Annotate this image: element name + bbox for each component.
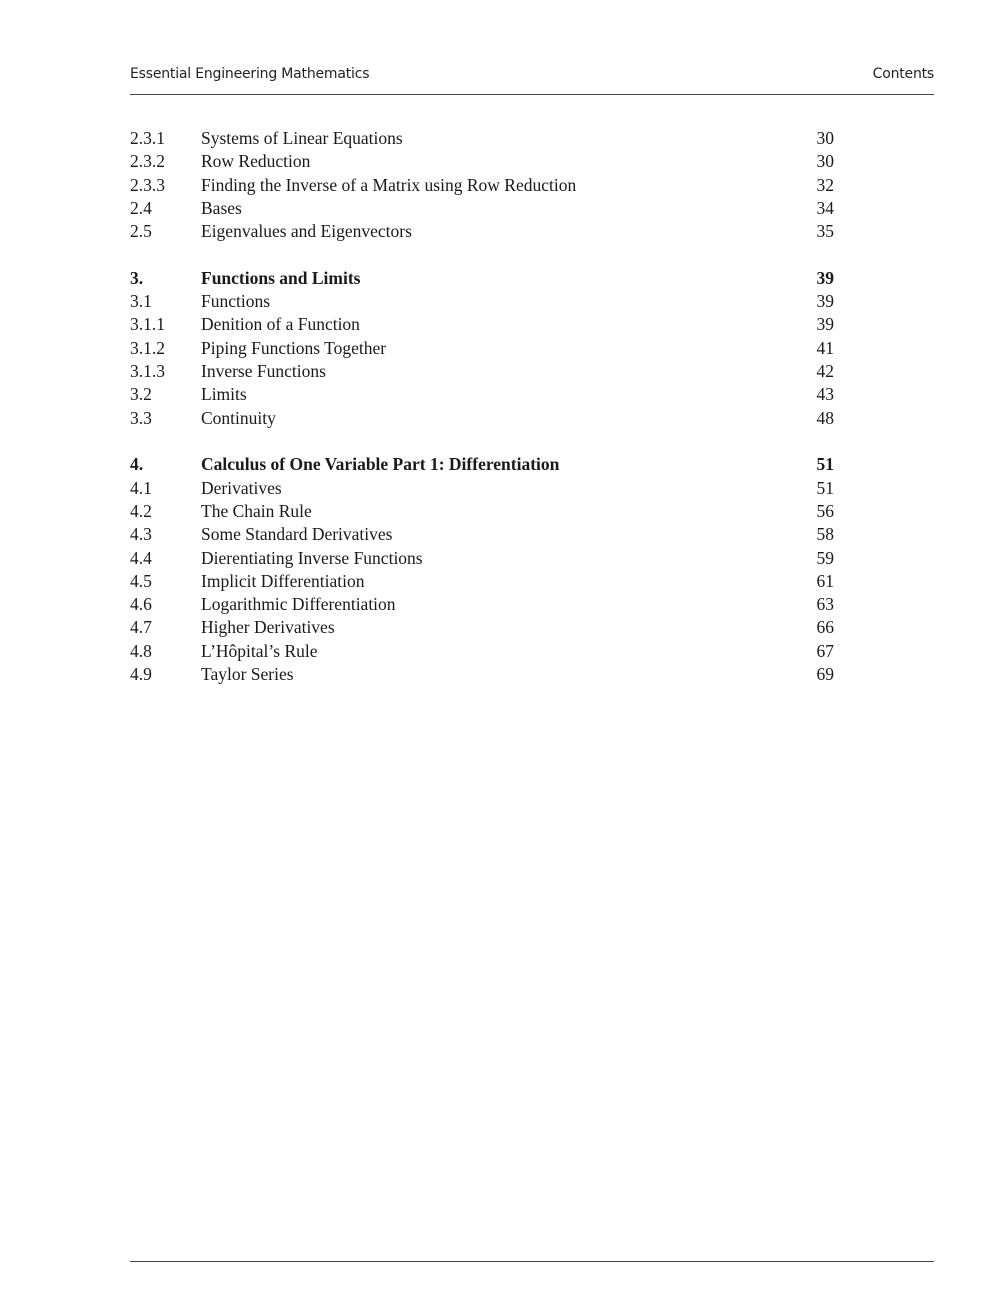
toc-entry[interactable] [130, 640, 834, 663]
toc-group-spacer [130, 243, 834, 266]
toc-entry-title: Taylor Series [201, 664, 294, 685]
toc-entry[interactable] [130, 174, 834, 197]
toc-entry-number: 4.5 [130, 570, 152, 591]
toc-entry-number: 2.3.2 [130, 151, 165, 172]
toc-entry-page: 41 [816, 337, 834, 358]
toc-entry-number: 3.3 [130, 407, 152, 428]
toc-entry-title: Calculus of One Variable Part 1: Differentiation [201, 454, 560, 475]
toc-entry[interactable] [130, 477, 834, 500]
toc-entry-page: 61 [816, 570, 834, 591]
toc-entry[interactable] [130, 360, 834, 383]
toc-entry-page: 58 [816, 524, 834, 545]
toc-entry-number: 3. [130, 267, 144, 288]
toc-entry[interactable] [130, 127, 834, 150]
toc-entry-number: 4.3 [130, 524, 152, 545]
toc-entry-title: The Chain Rule [201, 500, 312, 521]
toc-entry-number: 4.6 [130, 594, 152, 615]
toc-entry[interactable] [130, 313, 834, 336]
toc-entry-page: 66 [816, 617, 834, 638]
toc-entry-title: Some Standard Derivatives [201, 524, 393, 545]
toc-entry-page: 51 [816, 477, 834, 498]
toc-entry[interactable] [130, 547, 834, 570]
toc-entry-number: 4.4 [130, 547, 152, 568]
header-rule [130, 94, 934, 95]
toc-entry-page: 34 [816, 197, 834, 218]
page-header [130, 66, 934, 88]
toc-entry-page: 69 [816, 664, 834, 685]
toc-entry-number: 3.1 [130, 291, 152, 312]
toc-entry-page: 51 [816, 454, 834, 475]
toc-entry-number: 3.2 [130, 384, 152, 405]
toc-entry[interactable] [130, 593, 834, 616]
toc-entry[interactable] [130, 150, 834, 173]
toc-entry-number: 2.3.1 [130, 128, 165, 148]
toc-entry-number: 3.1.3 [130, 361, 165, 382]
toc-entry[interactable] [130, 500, 834, 523]
toc-entry[interactable] [130, 616, 834, 639]
toc-entry-page: 42 [816, 361, 834, 382]
footer-rule [130, 1261, 934, 1262]
toc-entry[interactable] [130, 570, 834, 593]
toc-entry-page: 63 [816, 594, 834, 615]
section-title: Contents [872, 66, 934, 82]
toc-entry[interactable] [130, 523, 834, 546]
toc-entry[interactable] [130, 407, 834, 430]
toc-entry-title: Eigenvalues and Eigenvectors [201, 221, 412, 242]
toc-entry-number: 4.2 [130, 500, 152, 521]
toc-entry-page: 39 [816, 267, 834, 288]
toc-entry-title: L’Hôpital’s Rule [201, 640, 318, 661]
toc-entry-title: Inverse Functions [201, 361, 326, 382]
toc-entry-title: Systems of Linear Equations [201, 128, 403, 148]
toc-entry-title: Functions [201, 291, 271, 312]
toc-entry-number: 3.1.1 [130, 314, 165, 335]
toc-group-spacer [130, 430, 834, 453]
book-title: Essential Engineering Mathematics [130, 66, 370, 82]
toc-entry-title: Finding the Inverse of a Matrix using Row Reduction [201, 174, 577, 195]
toc-entry[interactable] [130, 197, 834, 220]
toc-entry-page: 30 [816, 151, 834, 172]
toc-entry-number: 4.9 [130, 664, 152, 685]
table-of-contents [130, 127, 834, 686]
toc-entry-title: Dierentiating Inverse Functions [201, 547, 423, 568]
toc-entry-title: Row Reduction [201, 151, 311, 172]
toc-entry[interactable] [130, 663, 834, 686]
toc-entry-number: 4.7 [130, 617, 152, 638]
toc-entry-page: 30 [816, 128, 834, 148]
toc-entry-page: 35 [816, 221, 834, 242]
toc-entry-number: 4.1 [130, 477, 152, 498]
toc-entry-number: 3.1.2 [130, 337, 165, 358]
toc-entry-title: Bases [201, 197, 242, 218]
toc-entry[interactable] [130, 337, 834, 360]
toc-entry-page: 39 [816, 314, 834, 335]
toc-entry-number: 4.8 [130, 640, 152, 661]
toc-entry-title: Higher Derivatives [201, 617, 335, 638]
toc-entry-title: Limits [201, 384, 247, 405]
toc-entry-title: Implicit Differentiation [201, 570, 365, 591]
toc-entry-title: Denition of a Function [201, 314, 360, 335]
toc-chapter-entry[interactable] [130, 267, 834, 290]
toc-entry[interactable] [130, 290, 834, 313]
toc-entry-page: 32 [816, 174, 834, 195]
toc-entry-title: Functions and Limits [201, 267, 361, 288]
toc-entry-title: Piping Functions Together [201, 337, 387, 358]
toc-entry-page: 56 [816, 500, 834, 521]
toc-entry[interactable] [130, 220, 834, 243]
toc-entry-title: Continuity [201, 407, 276, 428]
toc-entry-number: 2.5 [130, 221, 152, 242]
toc-entry[interactable] [130, 383, 834, 406]
toc-entry-number: 4. [130, 454, 144, 475]
toc-entry-number: 2.4 [130, 197, 152, 218]
toc-entry-number: 2.3.3 [130, 174, 165, 195]
toc-chapter-entry[interactable] [130, 453, 834, 476]
toc-entry-page: 39 [816, 291, 834, 312]
toc-entry-title: Derivatives [201, 477, 282, 498]
toc-entry-page: 48 [816, 407, 834, 428]
toc-entry-title: Logarithmic Differentiation [201, 594, 396, 615]
toc-entry-page: 43 [816, 384, 834, 405]
toc-entry-page: 59 [816, 547, 834, 568]
toc-entry-page: 67 [816, 640, 834, 661]
